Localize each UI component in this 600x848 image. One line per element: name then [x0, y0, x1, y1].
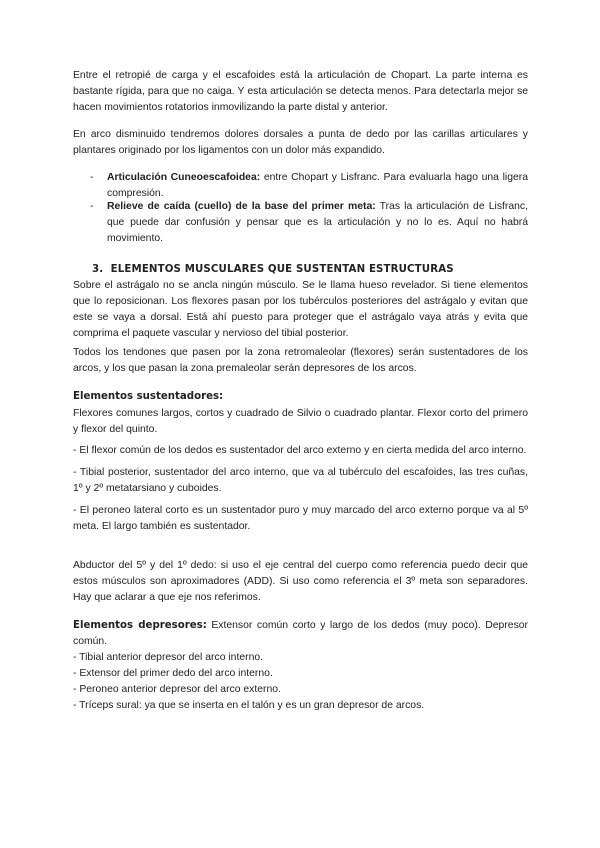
- bullet-term: Articulación Cuneoescafoidea:: [107, 172, 261, 183]
- bullet-term: Relieve de caída (cuello) de la base del primer meta:: [107, 201, 376, 212]
- bullet-body: entre Chopart y Lisfranc. Para evaluarla hago una ligera compresión.: [107, 172, 528, 199]
- depresores-heading: Elementos depresores:: [73, 620, 207, 631]
- bullet-relieve-caida: [90, 199, 528, 247]
- depresores-section: [73, 618, 528, 714]
- sustentadores-section: [73, 389, 528, 535]
- bullet-text: [107, 199, 528, 247]
- paragraph-arco-disminuido: En arco disminuido tendremos dolores dorsales a punta de dedo por las carillas articulares y plantares originado por los ligamentos con un dolor más expandido.: [73, 129, 528, 156]
- depresores-intro-line: [73, 618, 528, 650]
- section-heading: [92, 262, 522, 278]
- depresor-item: - Extensor del primer dedo del arco interno.: [73, 668, 273, 679]
- bullet-cuneoescafoidea: [90, 170, 528, 202]
- section-title: ELEMENTOS MUSCULARES QUE SUSTENTAN ESTRUCTURAS: [110, 264, 454, 275]
- sustentador-item: - El peroneo lateral corto es un sustentador puro y muy marcado del arco externo porque va al 5º meta. El largo también es sustentador.: [73, 505, 528, 532]
- depresor-item: - Tibial anterior depresor del arco interno.: [73, 652, 264, 663]
- depresores-intro: Extensor común corto y largo de los dedos (muy poco). Depresor común.: [73, 620, 529, 647]
- paragraph-chopart: Entre el retropié de carga y el escafoides está la articulación de Chopart. La parte interna es bastante rígida, para que no caiga. Y esta articulación se detecta menos. Para detectarla mejor se hacen movimientos rotatorios inmovilizando la parte distal y anterior.: [73, 70, 528, 113]
- paragraph-astragalo: Sobre el astrágalo no se ancla ningún músculo. Se le llama hueso revelador. Si tiene elementos que lo reposicionan. Los flexores pasan por los tubérculos posteriores del astrágalo y evitan que este se vaya a dorsal. Está ahí puesto para proteger que el astrágalo vaya atrás y evita que comprima el paquete vascular y nervioso del tibial posterior.: [73, 280, 528, 339]
- bullet-text: [107, 170, 528, 202]
- sustentador-item: - Tibial posterior, sustentador del arco interno, que va al tubérculo del escafoides, las tres cuñas, 1º y 2º metatarsiano y cuboides.: [73, 467, 528, 494]
- bullet-dash: -: [90, 172, 94, 183]
- depresor-item: - Tríceps sural: ya que se inserta en el talón y es un gran depresor de arcos.: [73, 700, 425, 711]
- sustentador-item: - El flexor común de los dedos es sustentador del arco externo y en cierta medida del arco interno.: [73, 445, 527, 456]
- sustentadores-intro: Flexores comunes largos, cortos y cuadrado de Silvio o cuadrado plantar. Flexor corto del primero y flexor del quinto.: [73, 408, 528, 435]
- sustentadores-heading: Elementos sustentadores:: [73, 391, 224, 402]
- bullet-dash: -: [90, 201, 94, 212]
- section-number: 3.: [92, 264, 104, 275]
- paragraph-abductor: Abductor del 5º y del 1º dedo: si uso el eje central del cuerpo como referencia puedo decir que estos músculos son aproximadores (ADD). Si uso como referencia el 3º meta son separadores. Hay que aclarar a que eje nos referimos.: [73, 560, 528, 603]
- bullet-body: Tras la articulación de Lisfranc, que puede dar confusión y pensar que es la articulación y no lo es. Aquí no habrá movimiento.: [107, 201, 528, 244]
- depresor-item: - Peroneo anterior depresor del arco externo.: [73, 684, 281, 695]
- paragraph-tendones: Todos los tendones que pasen por la zona retromaleolar (flexores) serán sustentadores de los arcos, y los que pasan la zona premaleolar serán depresores de los arcos.: [73, 347, 528, 374]
